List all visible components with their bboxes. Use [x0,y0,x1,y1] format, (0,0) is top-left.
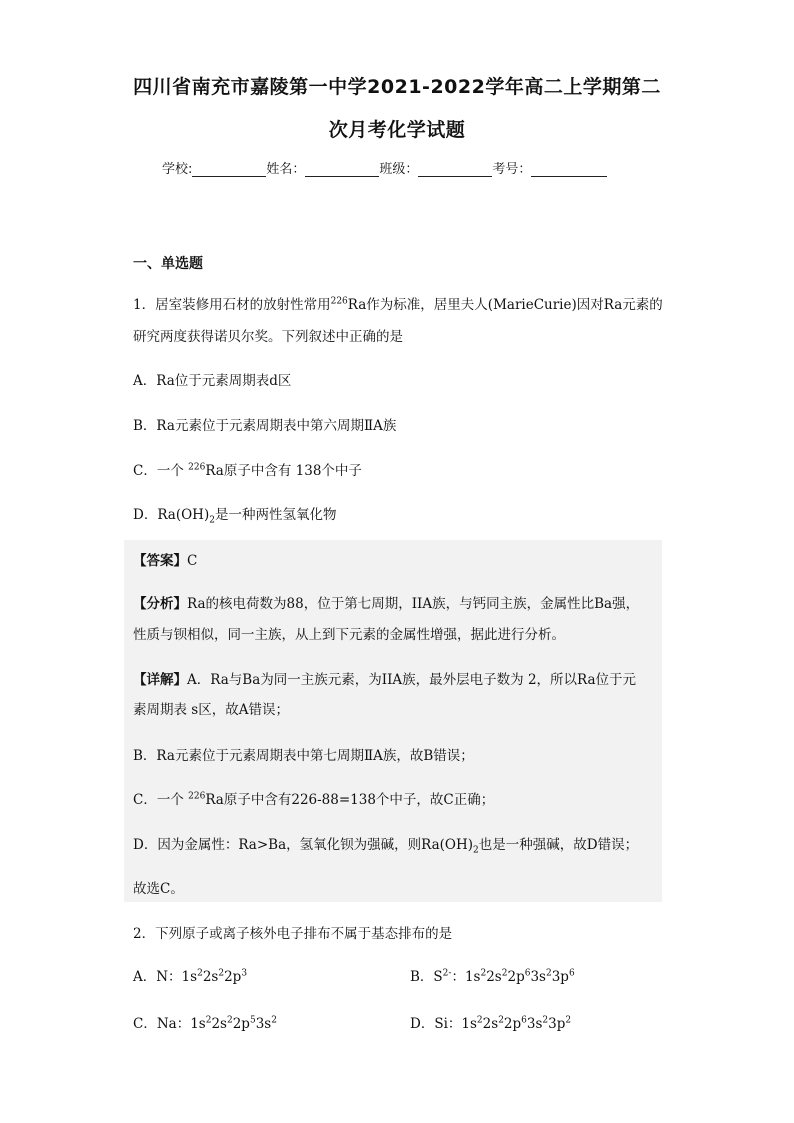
q1-stem-line1: 1．居室装修用石材的放射性常用$^{226}$Ra作为标准，居里夫人(MarieCurie)因对Ra元素的 [133,296,663,313]
q2-stem: 2．下列原子或离子核外电子排布不属于基态排布的是 [133,926,453,942]
q1-conclusion: 故选C。 [133,881,184,897]
q1-detail-c: C．一个 $^{226}$Ra原子中含有226-88=138个中子，故C正确； [133,791,495,808]
q1-analysis-line2: 性质与钡相似，同一主族，从上到下元素的金属性增强，据此进行分析。 [133,627,565,643]
number-blank[interactable] [531,162,607,177]
q1-option-c: C．一个 $^{226}$Ra原子中含有 138个中子 [133,462,362,479]
q1-answer: 【答案】C [133,553,198,569]
q2-option-b: B．$S^{2-}$：$1s^22s^22p^63s^23p^6$ [410,968,575,985]
q2-option-d: D．Si：$1s^22s^22p^63s^23p^2$ [410,1015,572,1032]
q1-analysis-line1: 【分析】Ra的核电荷数为88，位于第七周期，IIA族，与钙同主族，金属性比Ba强， [133,596,640,612]
name-blank[interactable] [305,162,379,177]
class-blank[interactable] [418,162,492,177]
student-info-row [162,158,607,177]
q2-option-c: C．Na：$1s^22s^22p^53s^2$ [133,1015,277,1032]
q1-detail-b: B．Ra元素位于元素周期表中第七周期ⅡA族，故B错误； [133,748,474,764]
document-title-line1: 四川省南充市嘉陵第一中学2021-2022学年高二上学期第二 [133,76,661,98]
document-title-line2: 次月考化学试题 [328,119,466,141]
q2-option-a: A．N：$1s^22s^22p^3$ [133,968,248,985]
q1-option-a: A．Ra位于元素周期表d区 [133,373,292,389]
q1-option-d: D．$Ra(OH)_2$是一种两性氢氧化物 [133,507,337,526]
school-label: 学校: [162,162,193,177]
q1-detail-a-line1: 【详解】A．Ra与Ba为同一主族元素，为IIA族，最外层电子数为 2，所以Ra位于元 [133,672,637,688]
number-label: 考号： [492,162,532,177]
name-label: 姓名： [266,162,306,177]
q1-detail-d: D．因为金属性：Ra>Ba，氢氧化钡为强碱，则$Ra(OH)_2$也是一种强碱，故D错误； [133,837,639,856]
q1-option-b: B．Ra元素位于元素周期表中第六周期ⅡA族 [133,418,397,434]
school-blank[interactable] [192,162,266,177]
class-label: 班级： [379,162,419,177]
q1-stem-line2: 研究两度获得诺贝尔奖。下列叙述中正确的是 [133,329,403,345]
section-heading: 一、单选题 [133,256,203,272]
q1-detail-a-line2: 素周期表 s区，故A错误； [133,702,289,718]
